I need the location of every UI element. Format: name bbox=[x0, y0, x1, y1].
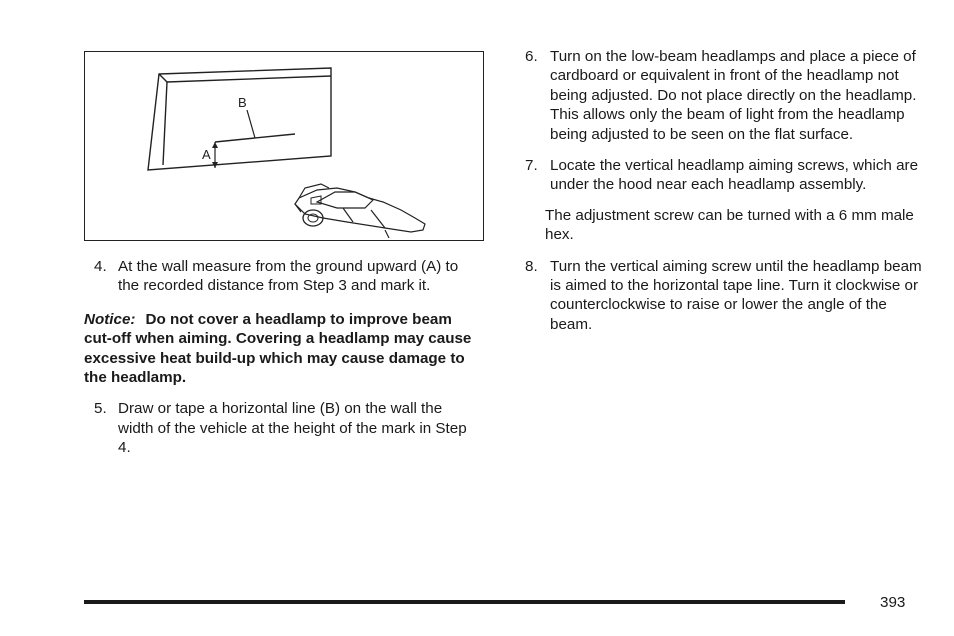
step-text: Locate the vertical headlamp aiming screws, which are under the hood near each headlamp assembly. bbox=[550, 157, 919, 194]
notice-text: Do not cover a headlamp to improve beam cut-off when aiming. Covering a headlamp may cause excessive heat build-up which may cause damage to the headlamp. bbox=[84, 310, 472, 387]
footer-rule bbox=[84, 600, 845, 604]
car-wheel bbox=[303, 210, 323, 226]
wall-shape bbox=[148, 68, 331, 170]
step-number: 6. bbox=[525, 48, 538, 65]
step-number: 7. bbox=[525, 157, 538, 175]
step-8 bbox=[523, 257, 923, 335]
step-text: At the wall measure from the ground upward (A) to the recorded distance from Step 3 and mark it. bbox=[118, 258, 459, 295]
arrow-up-icon bbox=[212, 142, 218, 148]
step-number: 5. bbox=[94, 400, 107, 418]
notice bbox=[84, 310, 479, 388]
step-text: Turn on the low-beam headlamps and place a piece of cardboard or equivalent in front of the headlamp not being adjusted. Do not place directly on the headlamp. This allows only the beam of light from the headlamp being adjusted to be seen on the flat surface. bbox=[550, 48, 917, 143]
step-7 bbox=[523, 156, 923, 195]
label-a: A bbox=[202, 147, 211, 162]
step-4 bbox=[84, 257, 479, 296]
wall-and-vehicle-drawing bbox=[85, 52, 485, 242]
left-column bbox=[84, 257, 479, 458]
headlamp-aiming-illustration bbox=[84, 51, 484, 241]
step-5 bbox=[84, 399, 479, 457]
notice-label: Notice: bbox=[84, 310, 136, 328]
step-7-note: The adjustment screw can be turned with a 6 mm male hex. bbox=[545, 206, 914, 244]
right-column bbox=[523, 47, 923, 334]
label-b: B bbox=[238, 95, 247, 110]
step-6 bbox=[523, 47, 923, 144]
car-outline bbox=[295, 184, 425, 238]
page-number: 393 bbox=[880, 594, 906, 611]
label-b-leader bbox=[247, 110, 255, 138]
step-text: Draw or tape a horizontal line (B) on the wall the width of the vehicle at the height of the mark in Step 4. bbox=[118, 400, 467, 457]
step-text: Turn the vertical aiming screw until the headlamp beam is aimed to the horizontal tape line. Turn it clockwise or counterclockwise to raise or lower the angle of the beam. bbox=[550, 257, 922, 333]
step-number: 8. bbox=[525, 257, 538, 275]
step-number: 4. bbox=[94, 258, 107, 275]
